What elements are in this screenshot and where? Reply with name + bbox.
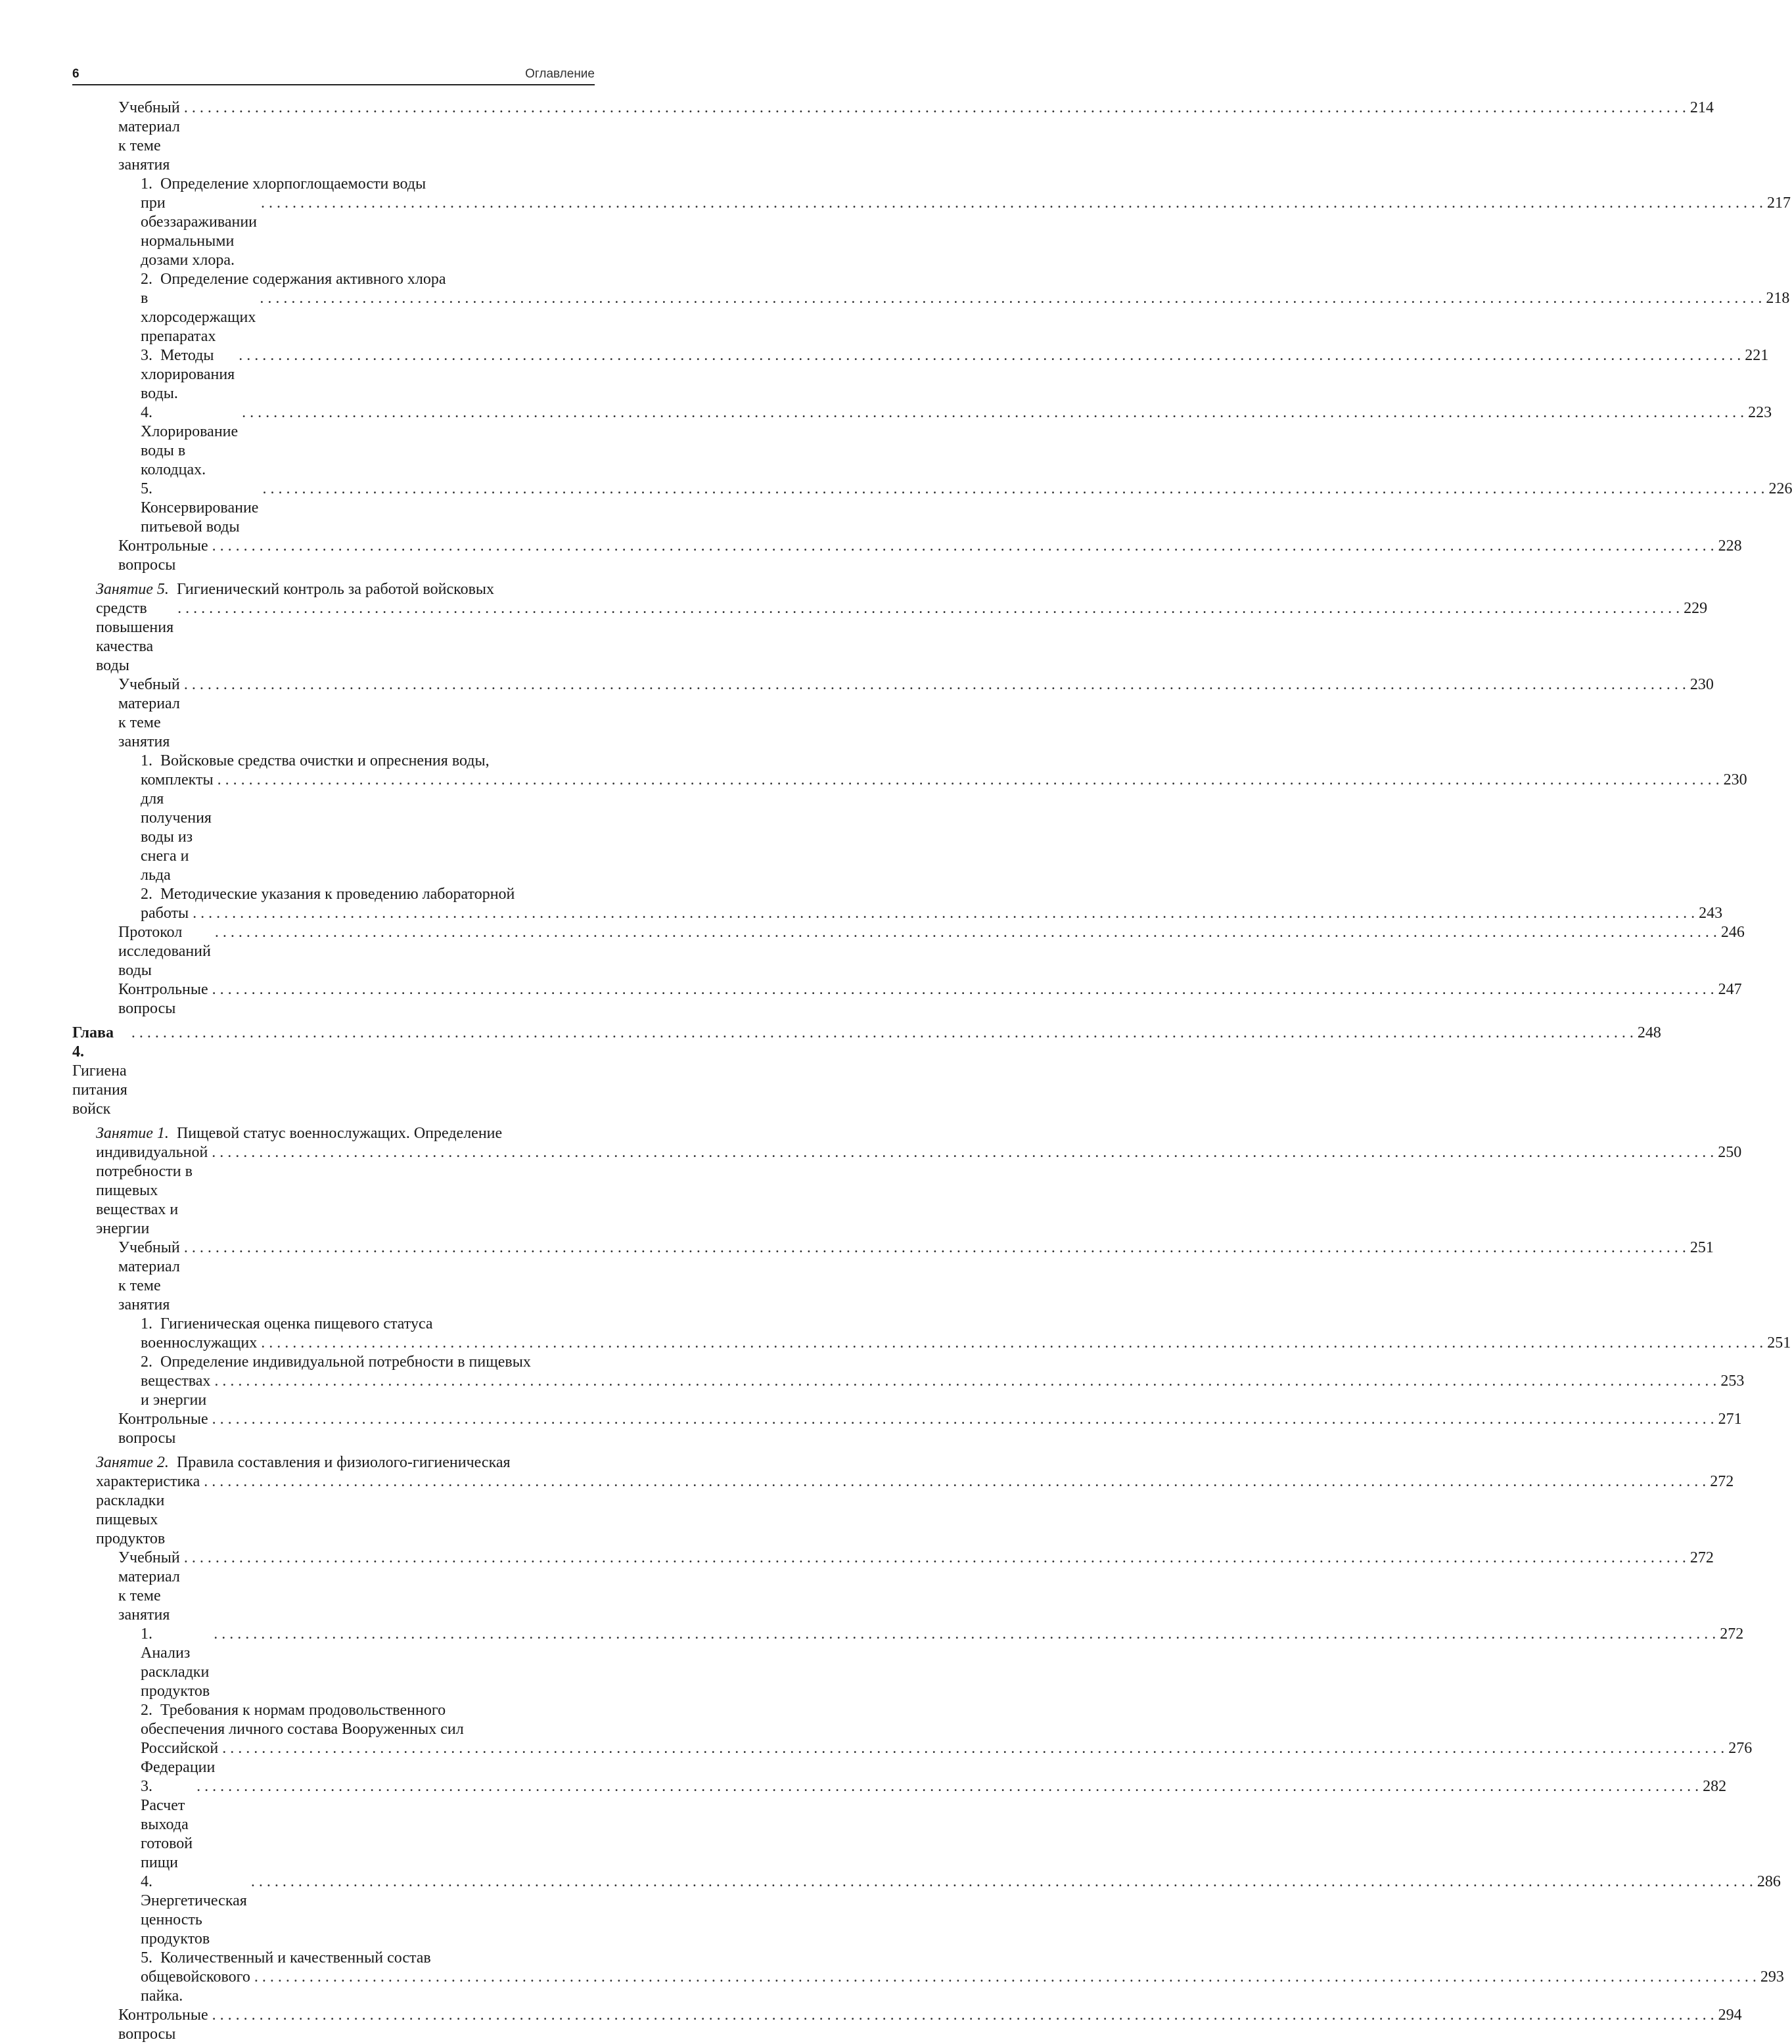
toc-page-number: 272 xyxy=(1689,1549,1714,1566)
toc-entry[interactable] xyxy=(72,1777,1727,1873)
toc-entry-text: Занятие 1. Пищевой статус военнослужащих. Определение xyxy=(96,1125,503,1142)
toc-entry[interactable] xyxy=(72,675,1714,752)
toc-entry[interactable] xyxy=(72,1949,1784,2006)
toc-entry-line xyxy=(72,1238,1714,1315)
toc-page-number: 272 xyxy=(1720,1625,1744,1643)
toc-entry-text: 1. Гигиеническая оценка пищевого статуса xyxy=(141,1315,433,1332)
toc-entry-text: Учебный материал к теме занятия xyxy=(118,676,180,750)
toc-entry[interactable] xyxy=(72,1124,1742,1238)
toc-page-number: 271 xyxy=(1718,1411,1742,1428)
toc-entry-text: Занятие 2. Правила составления и физиолого-гигиеническая xyxy=(96,1454,511,1471)
toc-entry-line xyxy=(72,194,1791,270)
toc-entry-line xyxy=(72,599,1708,675)
lesson-label: Занятие 1. xyxy=(96,1125,177,1142)
toc-entry[interactable] xyxy=(72,403,1772,480)
toc-entry-line xyxy=(72,980,1742,1018)
toc-entry-line xyxy=(72,346,1769,403)
toc-entry-text: 5.Консервирование питьевой воды xyxy=(141,480,259,535)
toc-leader-dots xyxy=(215,923,1717,942)
toc-entry[interactable] xyxy=(72,346,1769,403)
toc-entry-text: Российской Федерации xyxy=(141,1740,219,1776)
toc-item-number: 2. xyxy=(141,886,152,903)
toc-entry-text: Учебный материал к теме занятия xyxy=(118,1549,180,1624)
toc-entry-line xyxy=(72,580,595,599)
toc-entry-line xyxy=(72,1777,1727,1873)
toc-entry[interactable] xyxy=(72,1410,1742,1448)
toc-entry[interactable] xyxy=(72,270,1790,346)
toc-entry-text: 1.Анализ раскладки продуктов xyxy=(141,1625,210,1700)
toc-entry-line xyxy=(72,1720,595,1739)
running-header xyxy=(72,66,595,85)
toc-entry-line xyxy=(72,1873,1781,1949)
toc-entry-line xyxy=(72,2006,1742,2044)
toc-entry-text: Контрольные вопросы xyxy=(118,537,208,574)
toc-leader-dots xyxy=(254,1968,1757,1987)
toc-entry-text: Учебный материал к теме занятия xyxy=(118,99,180,173)
toc-entry[interactable] xyxy=(72,885,1723,923)
toc-entry-line xyxy=(72,1701,595,1720)
toc-page-number: 223 xyxy=(1748,404,1772,421)
toc-entry[interactable] xyxy=(72,923,1745,980)
toc-item-number: 5. xyxy=(141,1949,152,1966)
toc-entry-line xyxy=(72,537,1742,575)
toc-item-number: 3. xyxy=(141,347,152,364)
toc-entry[interactable] xyxy=(72,980,1742,1018)
toc-entry-text: 3.Расчет выхода готовой пищи xyxy=(141,1778,193,1871)
toc-page-number: 253 xyxy=(1720,1373,1745,1390)
toc-leader-dots xyxy=(239,346,1741,365)
lesson-label: Занятие 5. xyxy=(96,581,177,598)
toc-entry-line xyxy=(72,1372,1745,1410)
toc-entry-text: 4.Хлорирование воды в колодцах. xyxy=(141,404,239,478)
toc-entry-line xyxy=(72,1739,1753,1777)
toc-item-number: 2. xyxy=(141,271,152,288)
toc-leader-dots xyxy=(262,480,1764,499)
toc-entry-line xyxy=(72,480,1792,537)
toc-leader-dots xyxy=(184,1238,1686,1258)
toc-entry-line xyxy=(72,904,1723,923)
toc-page-number: 251 xyxy=(1689,1239,1714,1256)
toc-page-number: 251 xyxy=(1767,1334,1791,1351)
toc-entry[interactable] xyxy=(72,480,1792,537)
toc-entry-text: 1. Войсковые средства очистки и опреснения воды, xyxy=(141,752,490,769)
toc-item-number: 4. xyxy=(141,404,152,421)
toc-entry[interactable] xyxy=(72,1701,1753,1777)
toc-entry-text: 2. Определение индивидуальной потребности в пищевых xyxy=(141,1353,531,1371)
toc-entry-text: 1. Определение хлорпоглощаемости воды xyxy=(141,175,426,193)
toc-leader-dots xyxy=(251,1873,1753,1892)
toc-entry-text: при обеззараживании нормальными дозами хлора. xyxy=(141,194,258,269)
toc-entry[interactable] xyxy=(72,1625,1744,1701)
toc-item-number: 1. xyxy=(141,1625,152,1643)
toc-page-number: 248 xyxy=(1637,1024,1661,1041)
toc-entry-text: общевойскового пайка. xyxy=(141,1968,250,2005)
toc-entry-text: 5. Количественный и качественный состав xyxy=(141,1949,431,1966)
toc-page-number: 246 xyxy=(1720,924,1745,941)
toc-page-number: 230 xyxy=(1723,771,1747,788)
toc-leader-dots xyxy=(177,599,1680,618)
toc-item-number: 1. xyxy=(141,1315,152,1332)
toc-entry-line xyxy=(72,1625,1744,1701)
toc-leader-dots xyxy=(212,2006,1714,2025)
toc-leader-dots xyxy=(214,1372,1716,1391)
toc-leader-dots xyxy=(218,771,1720,790)
toc-entry[interactable] xyxy=(72,537,1742,575)
toc-entry-text: Контрольные вопросы xyxy=(118,2007,208,2043)
toc-entry[interactable] xyxy=(72,1353,1745,1410)
page-number: 6 xyxy=(72,67,80,81)
toc-entry-line xyxy=(72,1024,1661,1119)
toc-page-number: 226 xyxy=(1768,480,1792,497)
toc-entry-line xyxy=(72,1315,595,1334)
lesson-label: Занятие 2. xyxy=(96,1454,177,1471)
toc-leader-dots xyxy=(184,1549,1686,1568)
toc-entry-line xyxy=(72,175,595,194)
toc-entry-text: Контрольные вопросы xyxy=(118,981,208,1017)
toc-entry[interactable] xyxy=(72,1873,1781,1949)
toc-entry-line xyxy=(72,752,595,771)
toc-entry-line xyxy=(72,1353,595,1372)
toc-page-number: 286 xyxy=(1757,1873,1781,1890)
toc-entry-line xyxy=(72,1472,1734,1549)
toc-entry-line xyxy=(72,1549,1714,1625)
toc-entry-line xyxy=(72,1949,595,1968)
toc-page-number: 230 xyxy=(1689,676,1714,693)
toc-entry-line xyxy=(72,1410,1742,1448)
toc-entry-line xyxy=(72,675,1714,752)
toc-entry[interactable] xyxy=(72,175,1791,270)
toc-leader-dots xyxy=(212,1143,1714,1162)
toc-entry-text: 2. Требования к нормам продовольственного xyxy=(141,1702,446,1719)
toc-page-number: 243 xyxy=(1699,905,1723,922)
toc-page-number: 228 xyxy=(1718,537,1742,555)
toc-leader-dots xyxy=(196,1777,1699,1796)
toc-entry-line xyxy=(72,885,595,904)
toc-entry-line xyxy=(72,99,1714,175)
toc-entry-line xyxy=(72,1968,1784,2006)
toc-leader-dots xyxy=(261,1334,1763,1353)
toc-item-number: 4. xyxy=(141,1873,152,1890)
toc-entry-line xyxy=(72,771,1747,885)
table-of-contents xyxy=(72,99,1792,2044)
toc-entry-text: 2. Определение содержания активного хлора xyxy=(141,271,446,288)
toc-page-number: 272 xyxy=(1710,1473,1734,1490)
toc-entry-text: Глава 4. Гигиена питания войск xyxy=(72,1024,127,1118)
toc-entry-text: индивидуальной потребности в пищевых веществах и энергии xyxy=(96,1144,208,1237)
toc-leader-dots xyxy=(184,675,1686,694)
toc-leader-dots xyxy=(242,403,1744,422)
toc-leader-dots xyxy=(212,980,1714,999)
toc-page-number: 282 xyxy=(1703,1778,1727,1795)
toc-item-number: 1. xyxy=(141,752,152,769)
toc-entry-text: Протокол исследований воды xyxy=(118,924,211,979)
toc-entry[interactable] xyxy=(72,1024,1661,1119)
toc-leader-dots xyxy=(212,1410,1714,1429)
toc-entry-text: работы xyxy=(141,905,189,922)
running-title: Оглавление xyxy=(525,67,595,81)
toc-entry[interactable] xyxy=(72,1238,1714,1315)
toc-leader-dots xyxy=(193,904,1695,923)
toc-entry-text: средств повышения качества воды xyxy=(96,600,174,674)
toc-entry-line xyxy=(72,1334,1791,1353)
toc-entry-line xyxy=(72,270,595,289)
toc-leader-dots xyxy=(222,1739,1724,1758)
toc-entry-line xyxy=(72,1143,1742,1238)
toc-entry-text: 4.Энергетическая ценность продуктов xyxy=(141,1873,247,1947)
toc-entry-text: военнослужащих xyxy=(141,1334,258,1351)
toc-entry-text: Занятие 5. Гигиенический контроль за работой войсковых xyxy=(96,581,495,598)
toc-page-number: 221 xyxy=(1745,347,1769,364)
toc-entry[interactable] xyxy=(72,2006,1742,2044)
toc-entry[interactable] xyxy=(72,1315,1791,1353)
toc-leader-dots xyxy=(261,194,1763,213)
toc-leader-dots xyxy=(204,1472,1706,1491)
toc-entry-line xyxy=(72,1124,595,1143)
toc-entry-line xyxy=(72,923,1745,980)
toc-item-number: 2. xyxy=(141,1702,152,1719)
toc-entry-line xyxy=(72,289,1790,346)
toc-entry-text: Контрольные вопросы xyxy=(118,1411,208,1447)
toc-entry-text: 2. Методические указания к проведению лабораторной xyxy=(141,886,515,903)
toc-leader-dots xyxy=(260,289,1762,308)
toc-entry-text: веществах и энергии xyxy=(141,1373,211,1409)
toc-page-number: 218 xyxy=(1766,290,1790,307)
toc-entry[interactable] xyxy=(72,1453,1734,1549)
toc-entry-text: характеристика раскладки пищевых продуктов xyxy=(96,1473,200,1547)
toc-entry-text: обеспечения личного состава Вооруженных сил xyxy=(141,1721,464,1738)
toc-leader-dots xyxy=(212,537,1714,556)
toc-item-number: 3. xyxy=(141,1778,152,1795)
toc-page-number: 247 xyxy=(1718,981,1742,998)
chapter-label: Глава 4. xyxy=(72,1024,114,1060)
toc-leader-dots xyxy=(184,99,1686,118)
toc-entry[interactable] xyxy=(72,580,1708,675)
toc-entry[interactable] xyxy=(72,99,1714,175)
toc-item-number: 1. xyxy=(141,175,152,193)
toc-entry-line xyxy=(72,1453,595,1472)
toc-page-number: 214 xyxy=(1689,99,1714,116)
toc-entry[interactable] xyxy=(72,752,1747,885)
toc-page-number: 217 xyxy=(1767,194,1791,212)
toc-entry[interactable] xyxy=(72,1549,1714,1625)
toc-leader-dots xyxy=(214,1625,1716,1644)
toc-entry-line xyxy=(72,403,1772,480)
toc-item-number: 5. xyxy=(141,480,152,497)
toc-page-number: 293 xyxy=(1760,1968,1784,1986)
toc-leader-dots xyxy=(131,1024,1634,1043)
toc-entry-text: 3. Методы хлорирования воды. xyxy=(141,347,235,402)
toc-page-number: 276 xyxy=(1728,1740,1753,1757)
toc-entry-text: комплекты для получения воды из снега и льда xyxy=(141,771,214,884)
toc-item-number: 2. xyxy=(141,1353,152,1371)
toc-page-number: 294 xyxy=(1718,2007,1742,2024)
toc-page-number: 229 xyxy=(1684,600,1708,617)
toc-page-number: 250 xyxy=(1718,1144,1742,1161)
toc-entry-text: Учебный материал к теме занятия xyxy=(118,1239,180,1313)
toc-entry-text: в хлорсодержащих препаратах xyxy=(141,290,256,345)
